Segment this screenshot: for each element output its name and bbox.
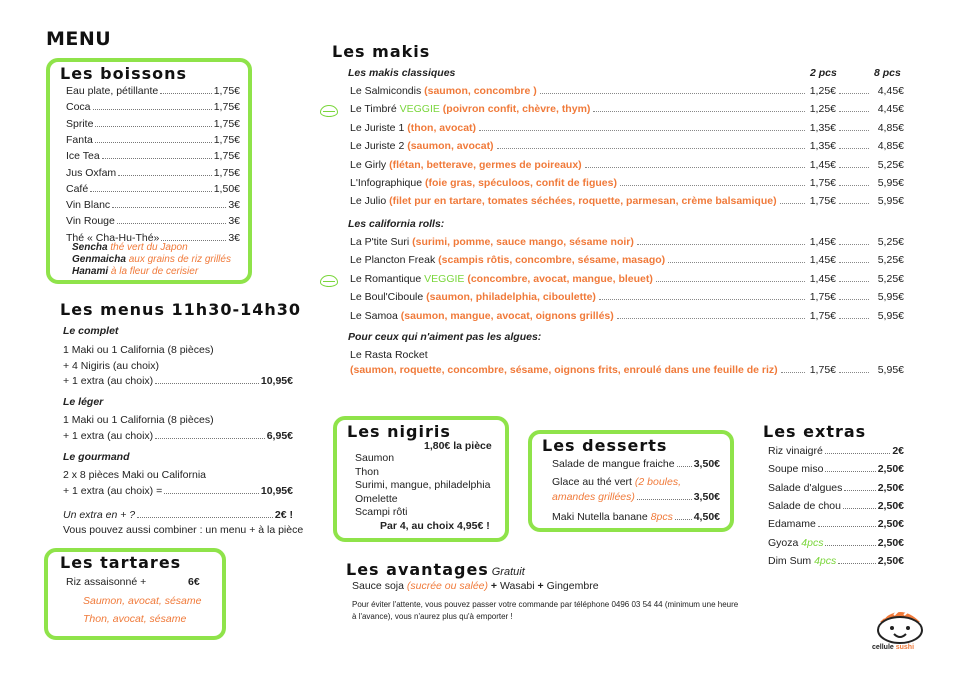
menu-gourmand-l2: + 1 extra (au choix) = [63, 485, 163, 497]
maki-desc: (thon, avocat) [407, 121, 477, 134]
dessert-glace-line1 [552, 476, 681, 488]
maki-name: Le Juriste 2 [350, 140, 405, 153]
rasta-price-8: 5,95€ [877, 364, 904, 376]
nigiri-item: Thon [355, 465, 379, 478]
boissons-title: Les boissons [60, 64, 188, 83]
drink-name: Coca [66, 101, 91, 114]
tartares-title: Les tartares [60, 553, 182, 572]
extra-price: 2,50€ [877, 554, 904, 567]
tea-desc: thé vert du Japon [110, 242, 188, 253]
nigiri-item: Scampi rôti [355, 506, 408, 518]
maki-row [350, 140, 904, 156]
maki-row [350, 122, 904, 138]
extra-row [768, 555, 904, 567]
dots-leader [112, 200, 226, 208]
dots-leader [93, 102, 212, 110]
menu-complet-price-row [63, 375, 293, 387]
dots-leader [839, 104, 869, 112]
maki-name: Le Romantique [350, 272, 422, 285]
drink-row [66, 101, 240, 113]
maki-price-2: 1,35€ [809, 140, 836, 153]
maki-desc: (poivron confit, chèvre, thym) [442, 103, 591, 116]
drink-name: Vin Rouge [66, 215, 115, 228]
drink-price: 3€ [228, 199, 240, 212]
makis-classiques-title: Les makis classiques [348, 67, 456, 79]
dots-leader [90, 184, 212, 192]
maki-price-2: 1,25€ [809, 85, 836, 97]
drink-name: Vin Blanc [66, 199, 111, 212]
drink-price: 3€ [228, 215, 240, 228]
extra-price: 2,50€ [877, 463, 904, 476]
menu-combine-note: Vous pouvez aussi combiner : un menu + à la pièce [63, 524, 304, 536]
tartares-opt1: Saumon, avocat, sésame [83, 595, 202, 607]
extra-name: Salade de chou [768, 499, 841, 512]
extra-name: Salade d'algues [768, 481, 843, 494]
maki-row [350, 103, 904, 119]
maki-row [350, 310, 904, 326]
menu-gourmand-price: 10,95€ [260, 485, 293, 497]
dots-leader [839, 237, 869, 245]
sushi-logo-icon [872, 606, 928, 646]
drink-row [66, 85, 240, 97]
dots-leader [825, 538, 875, 546]
maki-name-group [350, 177, 617, 189]
maki-price-8: 5,25€ [877, 272, 904, 285]
extra-name: Gyoza [768, 536, 799, 549]
extra-pcs: 4pcs [814, 554, 837, 567]
maki-name-group [350, 310, 614, 322]
dots-leader [637, 237, 805, 245]
makis-title: Les makis [332, 42, 431, 61]
dots-leader [656, 274, 805, 282]
dots-leader [620, 178, 805, 186]
dots-leader [838, 556, 875, 564]
avantages-plus-1: + [490, 580, 498, 592]
dots-leader [95, 119, 211, 127]
dots-leader [839, 292, 869, 300]
menu-leger-l2: + 1 extra (au choix) [63, 430, 154, 442]
maki-row [350, 291, 904, 307]
maki-desc: (foie gras, spéculoos, confit de figues) [425, 177, 617, 189]
maki-name-group [350, 159, 582, 171]
drink-price: 1,75€ [213, 117, 240, 130]
maki-price-8: 5,95€ [877, 177, 904, 189]
dessert-salade-price: 3,50€ [693, 458, 720, 470]
menu-complet-l2: + 4 Nigiris (au choix) [63, 360, 159, 372]
rasta-row [350, 364, 904, 380]
maki-price-8: 5,95€ [877, 195, 904, 208]
dots-leader [117, 216, 226, 224]
dessert-salade-name: Salade de mangue fraiche [552, 458, 675, 470]
nigiris-bundle: Par 4, au choix 4,95€ ! [380, 520, 490, 532]
drink-price: 3€ [228, 231, 240, 244]
drink-name: Sprite [66, 117, 94, 130]
dessert-maki-price: 4,50€ [693, 511, 720, 523]
maki-price-2: 1,75€ [809, 291, 836, 304]
maki-name: Le Boul'Ciboule [350, 291, 424, 304]
extra-row [768, 500, 904, 512]
dots-leader [839, 86, 869, 94]
avantages-heading [346, 560, 525, 579]
dots-leader [839, 274, 869, 282]
dots-leader [839, 178, 869, 186]
dessert-glace-name: Glace au thé vert [552, 476, 632, 488]
tartares-price: 6€ [188, 576, 200, 588]
maki-price-2: 1,45€ [809, 254, 836, 267]
tea-desc: aux grains de riz grillés [128, 254, 231, 265]
avantages-gratuit: Gratuit [491, 566, 525, 578]
drink-row [66, 215, 240, 227]
maki-desc: (saumon, concombre ) [424, 85, 537, 97]
extra-row [768, 463, 904, 475]
menu-extra-label: Un extra en + ? [63, 509, 136, 521]
drink-price: 1,75€ [213, 101, 240, 114]
dots-leader [160, 86, 211, 94]
maki-name-group [350, 236, 634, 248]
avantages-gingembre: Gingembre [546, 580, 599, 592]
avantages-plus-2: + [537, 580, 544, 592]
dots-leader [780, 196, 805, 204]
maki-name: Le Plancton Freak [350, 254, 436, 267]
drink-row [66, 150, 240, 162]
dots-leader [818, 519, 876, 527]
extra-name: Dim Sum [768, 554, 812, 567]
dots-leader [839, 196, 869, 204]
maki-veggie-tag: VEGGIE [399, 103, 440, 116]
extra-row [768, 482, 904, 494]
maki-row [350, 254, 904, 270]
maki-price-8: 4,85€ [877, 121, 904, 134]
dots-leader [585, 160, 805, 168]
dots-leader [825, 446, 890, 454]
dessert-glace-desc1: (2 boules, [634, 476, 682, 488]
drink-price: 1,75€ [213, 166, 240, 179]
maki-desc: (filet pur en tartare, tomates séchées, roquette, parmesan, crème balsamique) [389, 195, 777, 208]
maki-name: Le Timbré [350, 103, 397, 116]
maki-price-2: 1,45€ [809, 158, 836, 171]
maki-veggie-tag: VEGGIE [424, 272, 465, 285]
menu-complet-price: 10,95€ [260, 375, 293, 387]
maki-price-8: 5,25€ [877, 158, 904, 171]
tea-name: Sencha [72, 242, 108, 253]
makis-no-algae-title: Pour ceux qui n'aiment pas les algues: [348, 331, 542, 343]
tea-name: Hanami [72, 266, 109, 277]
veggie-leaf-icon [320, 105, 338, 117]
extra-row [768, 518, 904, 530]
maki-row [350, 85, 904, 101]
makis-col-8: 8 pcs [874, 67, 901, 79]
menu-title: MENU [46, 28, 112, 50]
menu-leger-l1: 1 Maki ou 1 California (8 pièces) [63, 414, 214, 426]
maki-price-2: 1,75€ [809, 309, 836, 322]
nigiris-title: Les nigiris [347, 422, 451, 441]
maki-price-8: 5,95€ [877, 291, 904, 304]
logo-text-2: sushi [895, 644, 915, 651]
drink-row [66, 167, 240, 179]
maki-name-group [350, 254, 665, 266]
dots-leader [161, 233, 226, 241]
maki-row [350, 273, 904, 289]
dots-leader [593, 104, 805, 112]
dessert-maki-pcs: 8pcs [650, 511, 673, 523]
dots-leader [844, 483, 875, 491]
drink-price: 1,75€ [213, 85, 240, 97]
avantages-wasabi: Wasabi [499, 580, 535, 592]
avantages-items [352, 580, 599, 592]
maki-price-2: 1,75€ [809, 195, 836, 208]
menu-gourmand-l1: 2 x 8 pièces Maki ou California [63, 469, 206, 481]
extra-price: 2,50€ [877, 518, 904, 531]
maki-name-group [350, 122, 476, 134]
dots-leader [843, 501, 876, 509]
menu-gourmand-title: Le gourmand [63, 451, 130, 463]
maki-price-2: 1,35€ [809, 121, 836, 134]
dessert-maki-row [552, 511, 720, 523]
maki-name: Le Salmicondis [350, 85, 422, 97]
dessert-glace-desc2: amandes grillées) [552, 491, 635, 503]
menu-extra-row [63, 509, 293, 521]
maki-name-group [350, 273, 653, 285]
maki-name-group [350, 140, 494, 152]
menu-complet-l1: 1 Maki ou 1 California (8 pièces) [63, 344, 214, 356]
extra-name: Riz vinaigré [768, 445, 823, 457]
avantages-note-2: à l'avance), vous n'aurez plus qu'à emporter ! [352, 612, 513, 621]
maki-desc: (flétan, betterave, germes de poireaux) [389, 158, 582, 171]
dessert-maki-name: Maki Nutella banane [552, 511, 648, 523]
veggie-leaf-icon [320, 275, 338, 287]
maki-name-group [350, 85, 537, 97]
extra-row [768, 445, 904, 457]
maki-name: Le Girly [350, 158, 387, 171]
menu-leger-title: Le léger [63, 396, 104, 408]
dots-leader [839, 160, 869, 168]
maki-row [350, 177, 904, 193]
menu-complet-title: Le complet [63, 325, 119, 337]
maki-price-2: 1,25€ [809, 103, 836, 116]
dots-leader [617, 311, 805, 319]
avantages-note-1: Pour éviter l'attente, vous pouvez passer votre commande par téléphone 0496 03 54 44 (minimum une heure [352, 600, 739, 609]
extra-price: 2,50€ [877, 499, 904, 512]
tea-desc: à la fleur de cerisier [110, 266, 199, 277]
dots-leader [95, 135, 212, 143]
dots-leader [102, 151, 212, 159]
logo [872, 606, 928, 654]
maki-price-2: 1,45€ [809, 272, 836, 285]
drink-row [66, 199, 240, 211]
extra-price: 2,50€ [877, 481, 904, 494]
maki-price-8: 4,45€ [877, 103, 904, 116]
drink-name: Eau plate, pétillante [66, 85, 159, 97]
makis-california-title: Les california rolls: [348, 218, 445, 230]
dessert-salade-row [552, 458, 720, 470]
maki-name-group [350, 291, 596, 303]
tea-row [72, 254, 231, 265]
dots-leader [497, 141, 805, 149]
extra-pcs: 4pcs [801, 536, 824, 549]
maki-price-2: 1,45€ [809, 236, 836, 248]
rasta-price-2: 1,75€ [809, 364, 836, 376]
maki-price-8: 4,45€ [877, 85, 904, 97]
menu-leger-price: 6,95€ [266, 430, 293, 442]
tea-row [72, 242, 188, 253]
avantages-title: Les avantages [346, 560, 489, 579]
extra-name: Edamame [768, 518, 816, 531]
maki-desc: (saumon, philadelphia, ciboulette) [426, 291, 596, 304]
drink-row [66, 183, 240, 195]
drink-row [66, 118, 240, 130]
drink-name: Fanta [66, 133, 93, 146]
dots-leader [118, 168, 212, 176]
avantages-soja-opt: (sucrée ou salée) [406, 580, 488, 592]
desserts-title: Les desserts [542, 436, 668, 455]
dots-leader [599, 292, 805, 300]
nigiris-price: 1,80€ la pièce [424, 440, 492, 452]
menus-title: Les menus 11h30-14h30 [60, 300, 302, 319]
maki-desc: (surimi, pomme, sauce mango, sésame noir) [412, 236, 634, 248]
maki-desc: (concombre, avocat, mangue, bleuet) [467, 272, 653, 285]
drink-name: Café [66, 182, 89, 195]
drink-row [66, 134, 240, 146]
extra-row [768, 537, 904, 549]
dots-leader [839, 123, 869, 131]
dots-leader [540, 86, 805, 94]
dots-leader [479, 123, 805, 131]
drink-name: Thé « Cha-Hu-Thé» [66, 231, 160, 244]
maki-price-8: 5,95€ [877, 309, 904, 322]
maki-row [350, 195, 904, 211]
maki-name: Le Juriste 1 [350, 121, 405, 134]
extra-name: Soupe miso [768, 463, 824, 476]
drink-price: 1,75€ [213, 133, 240, 146]
rasta-desc: (saumon, roquette, concombre, sésame, oignons frits, enroulé dans une feuille de riz) [350, 364, 778, 376]
nigiri-item: Omelette [355, 492, 398, 505]
maki-row [350, 159, 904, 175]
dots-leader [668, 255, 805, 263]
maki-name-group [350, 195, 777, 207]
tartares-opt2: Thon, avocat, sésame [83, 613, 187, 625]
tea-row [72, 266, 198, 277]
tartares-base: Riz assaisonné + [66, 576, 147, 588]
logo-text-1: cellule [872, 644, 896, 651]
drink-price: 1,50€ [213, 182, 240, 195]
maki-desc: (scampis rôtis, concombre, sésame, masago) [438, 254, 666, 267]
maki-name: Le Samoa [350, 309, 398, 322]
maki-price-8: 4,85€ [877, 140, 904, 153]
extra-price: 2,50€ [877, 536, 904, 549]
maki-name-group [350, 103, 590, 115]
menu-extra-price: 2€ ! [274, 509, 293, 521]
maki-desc: (saumon, mangue, avocat, oignons grillés) [400, 309, 614, 322]
nigiri-item: Surimi, mangue, philadelphia [355, 479, 491, 491]
rasta-name: Le Rasta Rocket [350, 349, 428, 361]
maki-price-2: 1,75€ [809, 177, 836, 189]
dessert-glace-price: 3,50€ [693, 491, 720, 503]
drink-name: Jus Oxfam [66, 166, 117, 179]
drink-name: Ice Tea [66, 150, 100, 163]
maki-name: L'Infographique [350, 177, 423, 189]
extra-price: 2€ [892, 445, 904, 457]
drink-price: 1,75€ [213, 150, 240, 163]
maki-desc: (saumon, avocat) [407, 140, 494, 153]
maki-row [350, 236, 904, 252]
avantages-soja: Sauce soja [352, 580, 404, 592]
dots-leader [839, 141, 869, 149]
menu-gourmand-price-row [63, 485, 293, 497]
dots-leader [839, 255, 869, 263]
dessert-glace-row [552, 491, 720, 503]
maki-price-8: 5,25€ [877, 236, 904, 248]
maki-price-8: 5,25€ [877, 254, 904, 267]
maki-name: Le Julio [350, 195, 387, 208]
menu-leger-price-row [63, 430, 293, 442]
extras-title: Les extras [763, 422, 867, 441]
dots-leader [825, 464, 875, 472]
makis-col-2: 2 pcs [810, 67, 837, 79]
menu-complet-l3: + 1 extra (au choix) [63, 375, 154, 387]
nigiri-item: Saumon [355, 452, 395, 464]
dots-leader [839, 311, 869, 319]
maki-name: La P'tite Suri [350, 236, 410, 248]
tea-name: Genmaicha [72, 254, 126, 265]
